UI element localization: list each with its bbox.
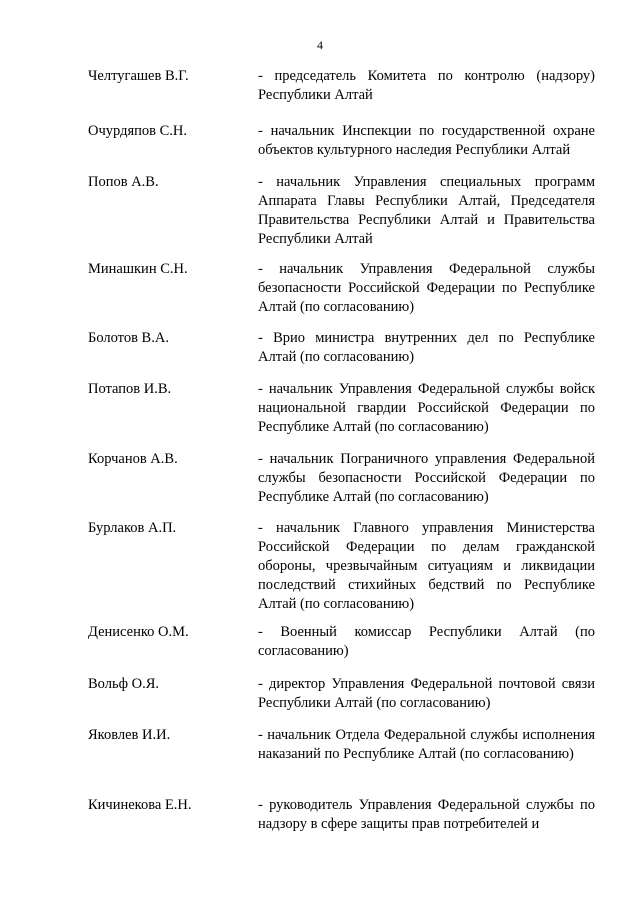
member-name: Минашкин С.Н.: [88, 261, 188, 277]
member-position: - начальник Главного управления Министерства Российской Федерации по делам гражданской обороны, чрезвычайным ситуациям и ликвидации последствий стихийных бедствий по Республике Алтай (по согласованию): [258, 520, 595, 612]
member-name: Очурдяпов С.Н.: [88, 123, 187, 139]
member-name: Корчанов А.В.: [88, 451, 178, 467]
member-position: - начальник Отдела Федеральной службы исполнения наказаний по Республике Алтай (по согласованию): [258, 727, 595, 762]
member-name: Челтугашев В.Г.: [88, 68, 189, 84]
member-name: Бурлаков А.П.: [88, 520, 177, 536]
member-position: - директор Управления Федеральной почтовой связи Республики Алтай (по согласованию): [258, 676, 595, 711]
member-position: - председатель Комитета по контролю (надзору) Республики Алтай: [258, 68, 595, 103]
member-position: - начальник Управления специальных программ Аппарата Главы Республики Алтай, Председателя Правительства Республики Алтай и Правительства Республики Алтай: [258, 174, 595, 247]
member-name: Потапов И.В.: [88, 381, 172, 397]
member-position: - начальник Управления Федеральной службы безопасности Российской Федерации по Республике Алтай (по согласованию): [258, 261, 595, 315]
page-number: 4: [317, 38, 323, 52]
member-name: Кичинекова Е.Н.: [88, 797, 192, 813]
member-position: - Военный комиссар Республики Алтай (по согласованию): [258, 624, 595, 659]
member-name: Болотов В.А.: [88, 330, 169, 346]
member-position: - начальник Инспекции по государственной охране объектов культурного наследия Республики Алтай: [258, 123, 595, 158]
member-position: - начальник Пограничного управления Федеральной службы безопасности Российской Федерации по Республике Алтай (по согласованию): [258, 451, 595, 505]
member-position: - руководитель Управления Федеральной службы по надзору в сфере защиты прав потребителей и: [258, 797, 595, 832]
member-name: Яковлев И.И.: [88, 727, 171, 743]
member-name: Денисенко О.М.: [88, 624, 189, 640]
member-position: - начальник Управления Федеральной службы войск национальной гвардии Российской Федерации по Республике Алтай (по согласованию): [258, 381, 595, 435]
member-name: Попов А.В.: [88, 174, 159, 190]
member-name: Вольф О.Я.: [88, 676, 159, 692]
member-position: - Врио министра внутренних дел по Республике Алтай (по согласованию): [258, 330, 595, 365]
